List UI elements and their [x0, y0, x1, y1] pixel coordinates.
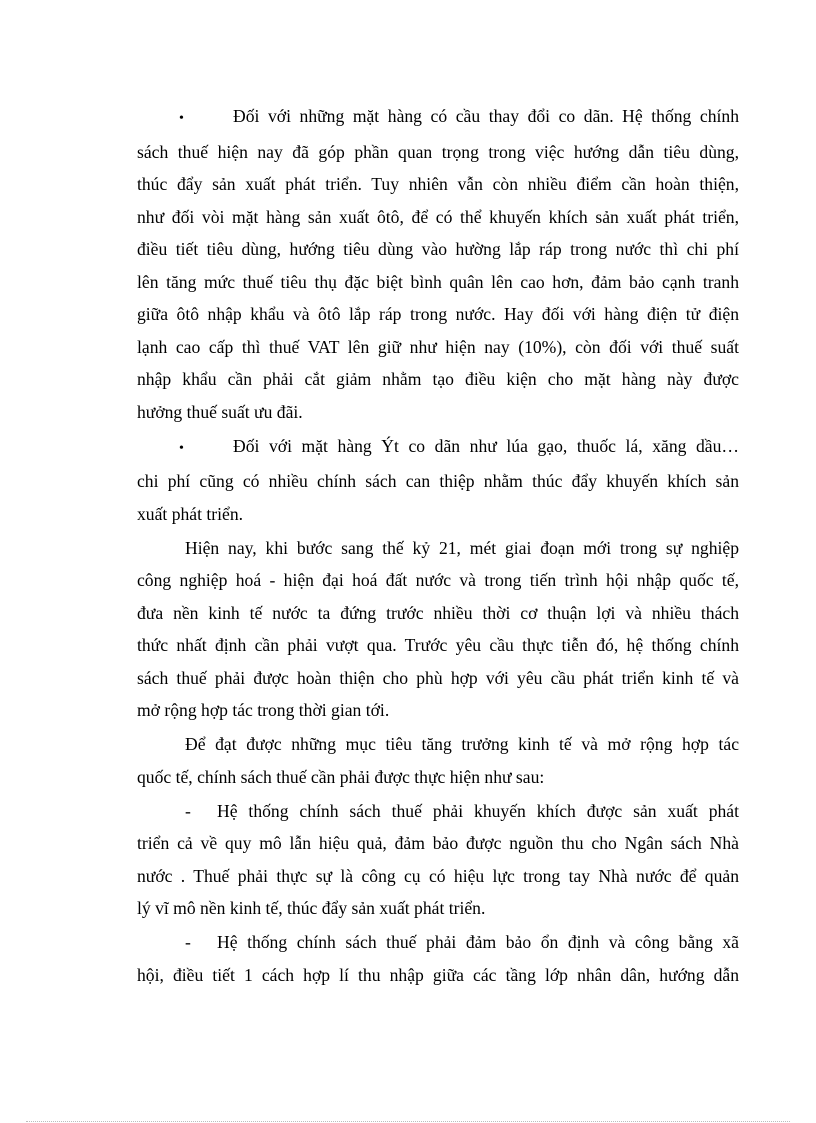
- text-line: hội, điều tiết 1 cách hợp lí thu nhập giữa các tầng lớp nhân dân, hướng dẫn: [137, 964, 739, 985]
- document-body: [137, 100, 739, 991]
- text-line: hưởng thuế suất ưu đãi.: [137, 401, 303, 422]
- text-line: quốc tế, chính sách thuế cần phải được thực hiện như sau:: [137, 766, 545, 787]
- bullet-paragraph-consumer-goods: [137, 100, 739, 428]
- text-line: xuất phát triển.: [137, 503, 244, 524]
- paragraph-goals: [137, 728, 739, 793]
- text-line: điều tiết tiêu dùng, hướng tiêu dùng vào hường lắp ráp trong nước thì chi phí: [137, 239, 739, 259]
- line-text: Hiện nay, khi bước sang thế kỷ 21, mét giai đoạn mới trong sự nghiệp: [185, 537, 739, 558]
- text-line: [137, 100, 739, 136]
- text-line: sách thuế phải được hoàn thiện cho phù hợp với yêu cầu phát triển kinh tế và: [137, 667, 739, 688]
- text-line: [137, 795, 739, 828]
- text-line: sách thuế hiện nay đã góp phần quan trọng trong việc hướng dẫn tiêu dùng,: [137, 141, 739, 162]
- text-line: như đối vòi mặt hàng sản xuất ôtô, để có thể khuyến khích sản xuất phát triển,: [137, 206, 739, 227]
- text-line: [137, 926, 739, 959]
- text-line: nhập khẩu cần phải cắt giảm nhằm tạo điều kiện cho mặt hàng này được: [137, 369, 739, 389]
- text-line: [137, 430, 739, 466]
- line-text: Hệ thống chính sách thuế phải đảm bảo ổn định và công bằng xã: [217, 932, 739, 952]
- line-text: Đối với những mặt hàng có cầu thay đổi co dãn. Hệ thống chính: [233, 106, 739, 126]
- line-text: Để đạt được những mục tiêu tăng trưởng kinh tế và mở rộng hợp tác: [185, 734, 739, 754]
- dash-paragraph-social-equity: [137, 926, 739, 991]
- text-line: lạnh cao cấp thì thuế VAT lên giữ như hiện nay (10%), còn đối với thuế suất: [137, 336, 739, 357]
- bullet-dot-marker: •: [179, 111, 184, 126]
- line-text: Đối với mặt hàng Ýt co dãn như lúa gạo, thuốc lá, xăng dầu…: [233, 435, 739, 456]
- bullet-dash-marker: -: [185, 800, 191, 821]
- bullet-paragraph-inelastic-goods: [137, 430, 739, 531]
- page-bottom-rule: [26, 1121, 790, 1122]
- text-line: nước . Thuế phải thực sự là công cụ có hiệu lực trong tay Nhà nước để quản: [137, 865, 739, 886]
- text-line: thức nhất định cần phải vượt qua. Trước yêu cầu thực tiễn đó, hệ thống chính: [137, 635, 739, 655]
- text-line: giữa ôtô nhập khẩu và ôtô lắp ráp trong nước. Hay đối với hàng điện tử điện: [137, 304, 739, 324]
- text-line: [137, 728, 739, 761]
- text-line: chi phí cũng có nhiều chính sách can thiệp nhằm thúc đẩy khuyến khích sản: [137, 471, 739, 491]
- text-line: thúc đẩy sản xuất phát triển. Tuy nhiên vẫn còn nhiều điểm cần hoàn thiện,: [137, 174, 739, 194]
- line-text: Hệ thống chính sách thuế phải khuyến khích được sản xuất phát: [217, 800, 739, 821]
- text-line: mở rộng hợp tác trong thời gian tới.: [137, 700, 390, 720]
- text-line: lý vĩ mô nền kinh tế, thúc đẩy sản xuất phát triển.: [137, 898, 486, 918]
- text-line: lên tăng mức thuế tiêu thụ đặc biệt bình quân lên cao hơn, đảm bảo cạnh tranh: [137, 271, 739, 292]
- bullet-dash-marker: -: [185, 932, 191, 952]
- dash-paragraph-encourage-production: [137, 795, 739, 925]
- bullet-dot-marker: •: [179, 440, 184, 456]
- paragraph-current-context: [137, 532, 739, 727]
- text-line: triển cả về quy mô lẫn hiệu quả, đảm bảo được nguồn thu cho Ngân sách Nhà: [137, 833, 739, 853]
- text-line: [137, 532, 739, 565]
- text-line: đưa nền kinh tế nước ta đứng trước nhiều thời cơ thuận lợi và nhiều thách: [137, 602, 739, 623]
- text-line: công nghiệp hoá - hiện đại hoá đất nước và trong tiến trình hội nhập quốc tế,: [137, 570, 739, 590]
